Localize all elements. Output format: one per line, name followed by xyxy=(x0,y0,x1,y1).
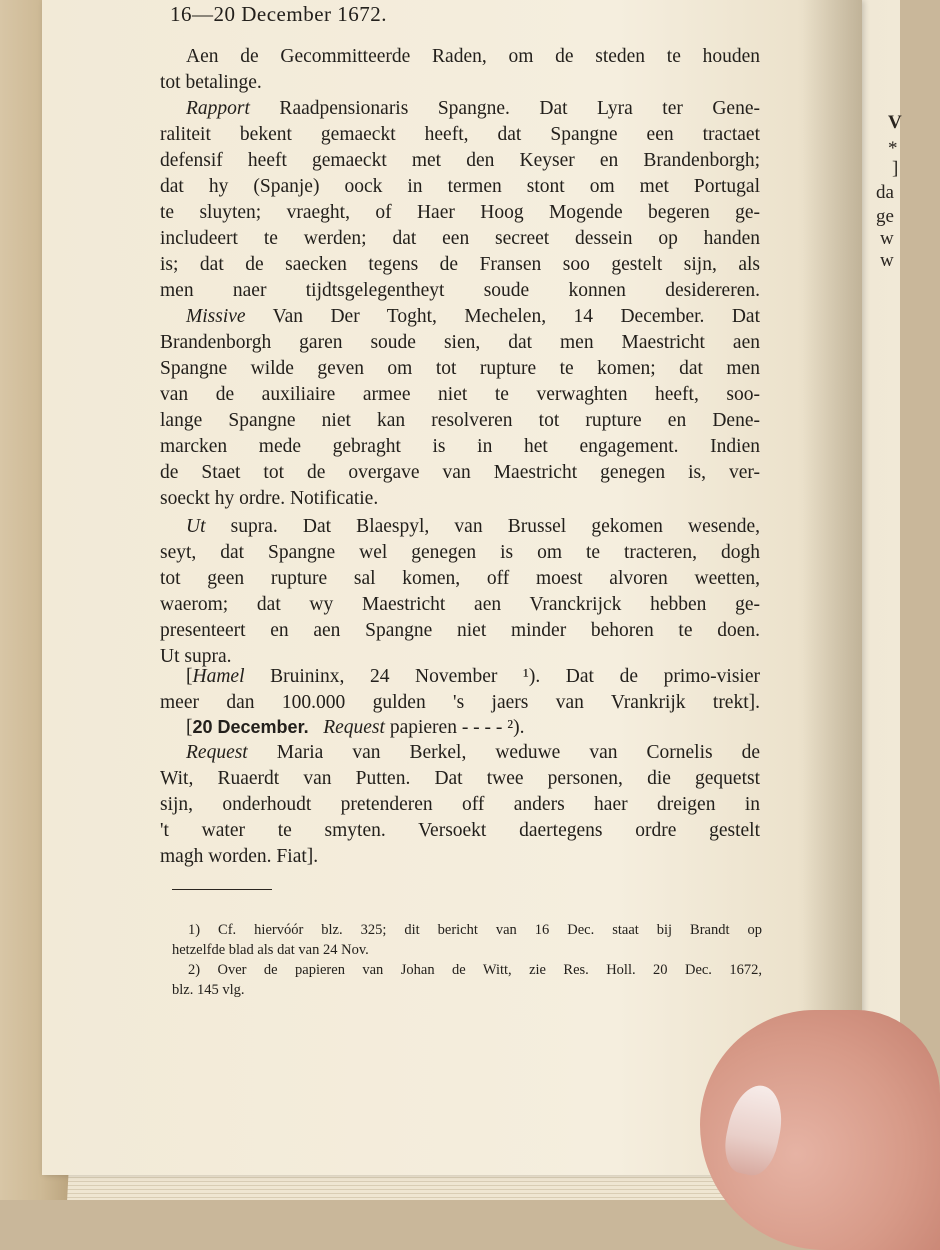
lead-word: Ut xyxy=(186,516,206,537)
text-line: [Hamel Bruininx, 24 November ¹). Dat de primo-visier xyxy=(186,666,760,687)
page-content xyxy=(160,0,770,1050)
text-line: defensif heeft gemaeckt met den Keyser en Brandenborgh; xyxy=(160,150,760,171)
text-line: waerom; dat wy Maestricht aen Vranckrijck hebben ge- xyxy=(160,594,760,615)
lead-word: Missive xyxy=(186,306,246,327)
paragraph xyxy=(160,664,760,716)
footnote-line: blz. 145 vlg. xyxy=(172,982,245,998)
text-line: raliteit bekent gemaeckt heeft, dat Spangne een tractaet xyxy=(160,124,760,145)
text-line: Ut supra. Dat Blaespyl, van Brussel gekomen wesende, xyxy=(186,516,760,537)
facing-page-fragment: w xyxy=(880,250,894,271)
footnote-line: 1) Cf. hiervóór blz. 325; dit bericht van 16 Dec. staat bij Brandt op xyxy=(188,922,762,938)
paragraph xyxy=(160,740,760,870)
text-line: marcken mede gebraght is in het engagement. Indien xyxy=(160,436,760,457)
facing-page-fragment: ge xyxy=(876,206,894,227)
facing-page-fragment: da xyxy=(876,182,894,203)
paragraph xyxy=(160,44,760,96)
lead-word: Request xyxy=(323,717,385,738)
text-line: tot geen rupture sal komen, off moest alvoren weetten, xyxy=(160,568,760,589)
facing-page-fragment: w xyxy=(880,228,894,249)
text-line: dat hy (Spanje) oock in termen stont om met Portugal xyxy=(160,176,760,197)
text-line: de Staet tot de overgave van Maestricht genegen is, ver- xyxy=(160,462,760,483)
text-line: [20 December. Request papieren - - - - ²). xyxy=(186,717,525,738)
text-line: Request Maria van Berkel, weduwe van Cornelis de xyxy=(186,742,760,763)
text-line: Rapport Raadpensionaris Spangne. Dat Lyra ter Gene- xyxy=(186,98,760,119)
date-heading: 20 December. xyxy=(192,717,309,737)
paragraph xyxy=(160,96,760,304)
footnote-divider xyxy=(172,889,272,890)
lead-word: Rapport xyxy=(186,98,250,119)
facing-page-fragment: ] xyxy=(892,158,899,179)
paragraph xyxy=(160,514,760,670)
text-line: includeert te werden; dat een secreet dessein op handen xyxy=(160,228,760,249)
text-line: Aen de Gecommitteerde Raden, om de steden te houden xyxy=(186,46,760,67)
lead-word: Hamel xyxy=(192,666,245,687)
footnote-line: 2) Over de papieren van Johan de Witt, zie Res. Holl. 20 Dec. 1672, xyxy=(188,962,762,978)
text-line: lange Spangne niet kan resolveren tot rupture en Dene- xyxy=(160,410,760,431)
footnotes xyxy=(172,920,762,1000)
text-line: Brandenborgh garen soude sien, dat men Maestricht aen xyxy=(160,332,760,353)
text-line: Ut supra. xyxy=(160,646,232,667)
text-line: soeckt hy ordre. Notificatie. xyxy=(160,488,379,509)
text-line: is; dat de saecken tegens de Fransen soo gestelt sijn, als xyxy=(160,254,760,275)
text-line: 't water te smyten. Versoekt daertegens ordre gestelt xyxy=(160,820,760,841)
running-header: 16—20 December 1672. xyxy=(170,2,388,26)
lead-word: Request xyxy=(186,742,248,763)
facing-page-fragment: * xyxy=(888,138,898,159)
text-line: Wit, Ruaerdt van Putten. Dat twee personen, die gequetst xyxy=(160,768,760,789)
text-line: presenteert en aen Spangne niet minder behoren te doen. xyxy=(160,620,760,641)
text-line: meer dan 100.000 gulden 's jaers van Vrankrijk trekt]. xyxy=(160,692,760,713)
text-line: men naer tijdtsgelegentheyt soude konnen desidereren. xyxy=(160,280,760,301)
facing-page-fragment: V xyxy=(888,112,902,133)
text-line: seyt, dat Spangne wel genegen is om te tracteren, dogh xyxy=(160,542,760,563)
paragraph xyxy=(160,714,760,741)
paragraph xyxy=(160,304,760,512)
text-line: Missive Van Der Toght, Mechelen, 14 December. Dat xyxy=(186,306,760,327)
footnote-line: hetzelfde blad als dat van 24 Nov. xyxy=(172,942,369,958)
text-line: van de auxiliaire armee niet te verwaghten heeft, soo- xyxy=(160,384,760,405)
text-line: magh worden. Fiat]. xyxy=(160,846,319,867)
text-line: te sluyten; vraeght, of Haer Hoog Mogende begeren ge- xyxy=(160,202,760,223)
text-line: sijn, onderhoudt pretenderen off anders haer dreigen in xyxy=(160,794,760,815)
text-line: tot betalinge. xyxy=(160,72,262,93)
text-line: Spangne wilde geven om tot rupture te komen; dat men xyxy=(160,358,760,379)
